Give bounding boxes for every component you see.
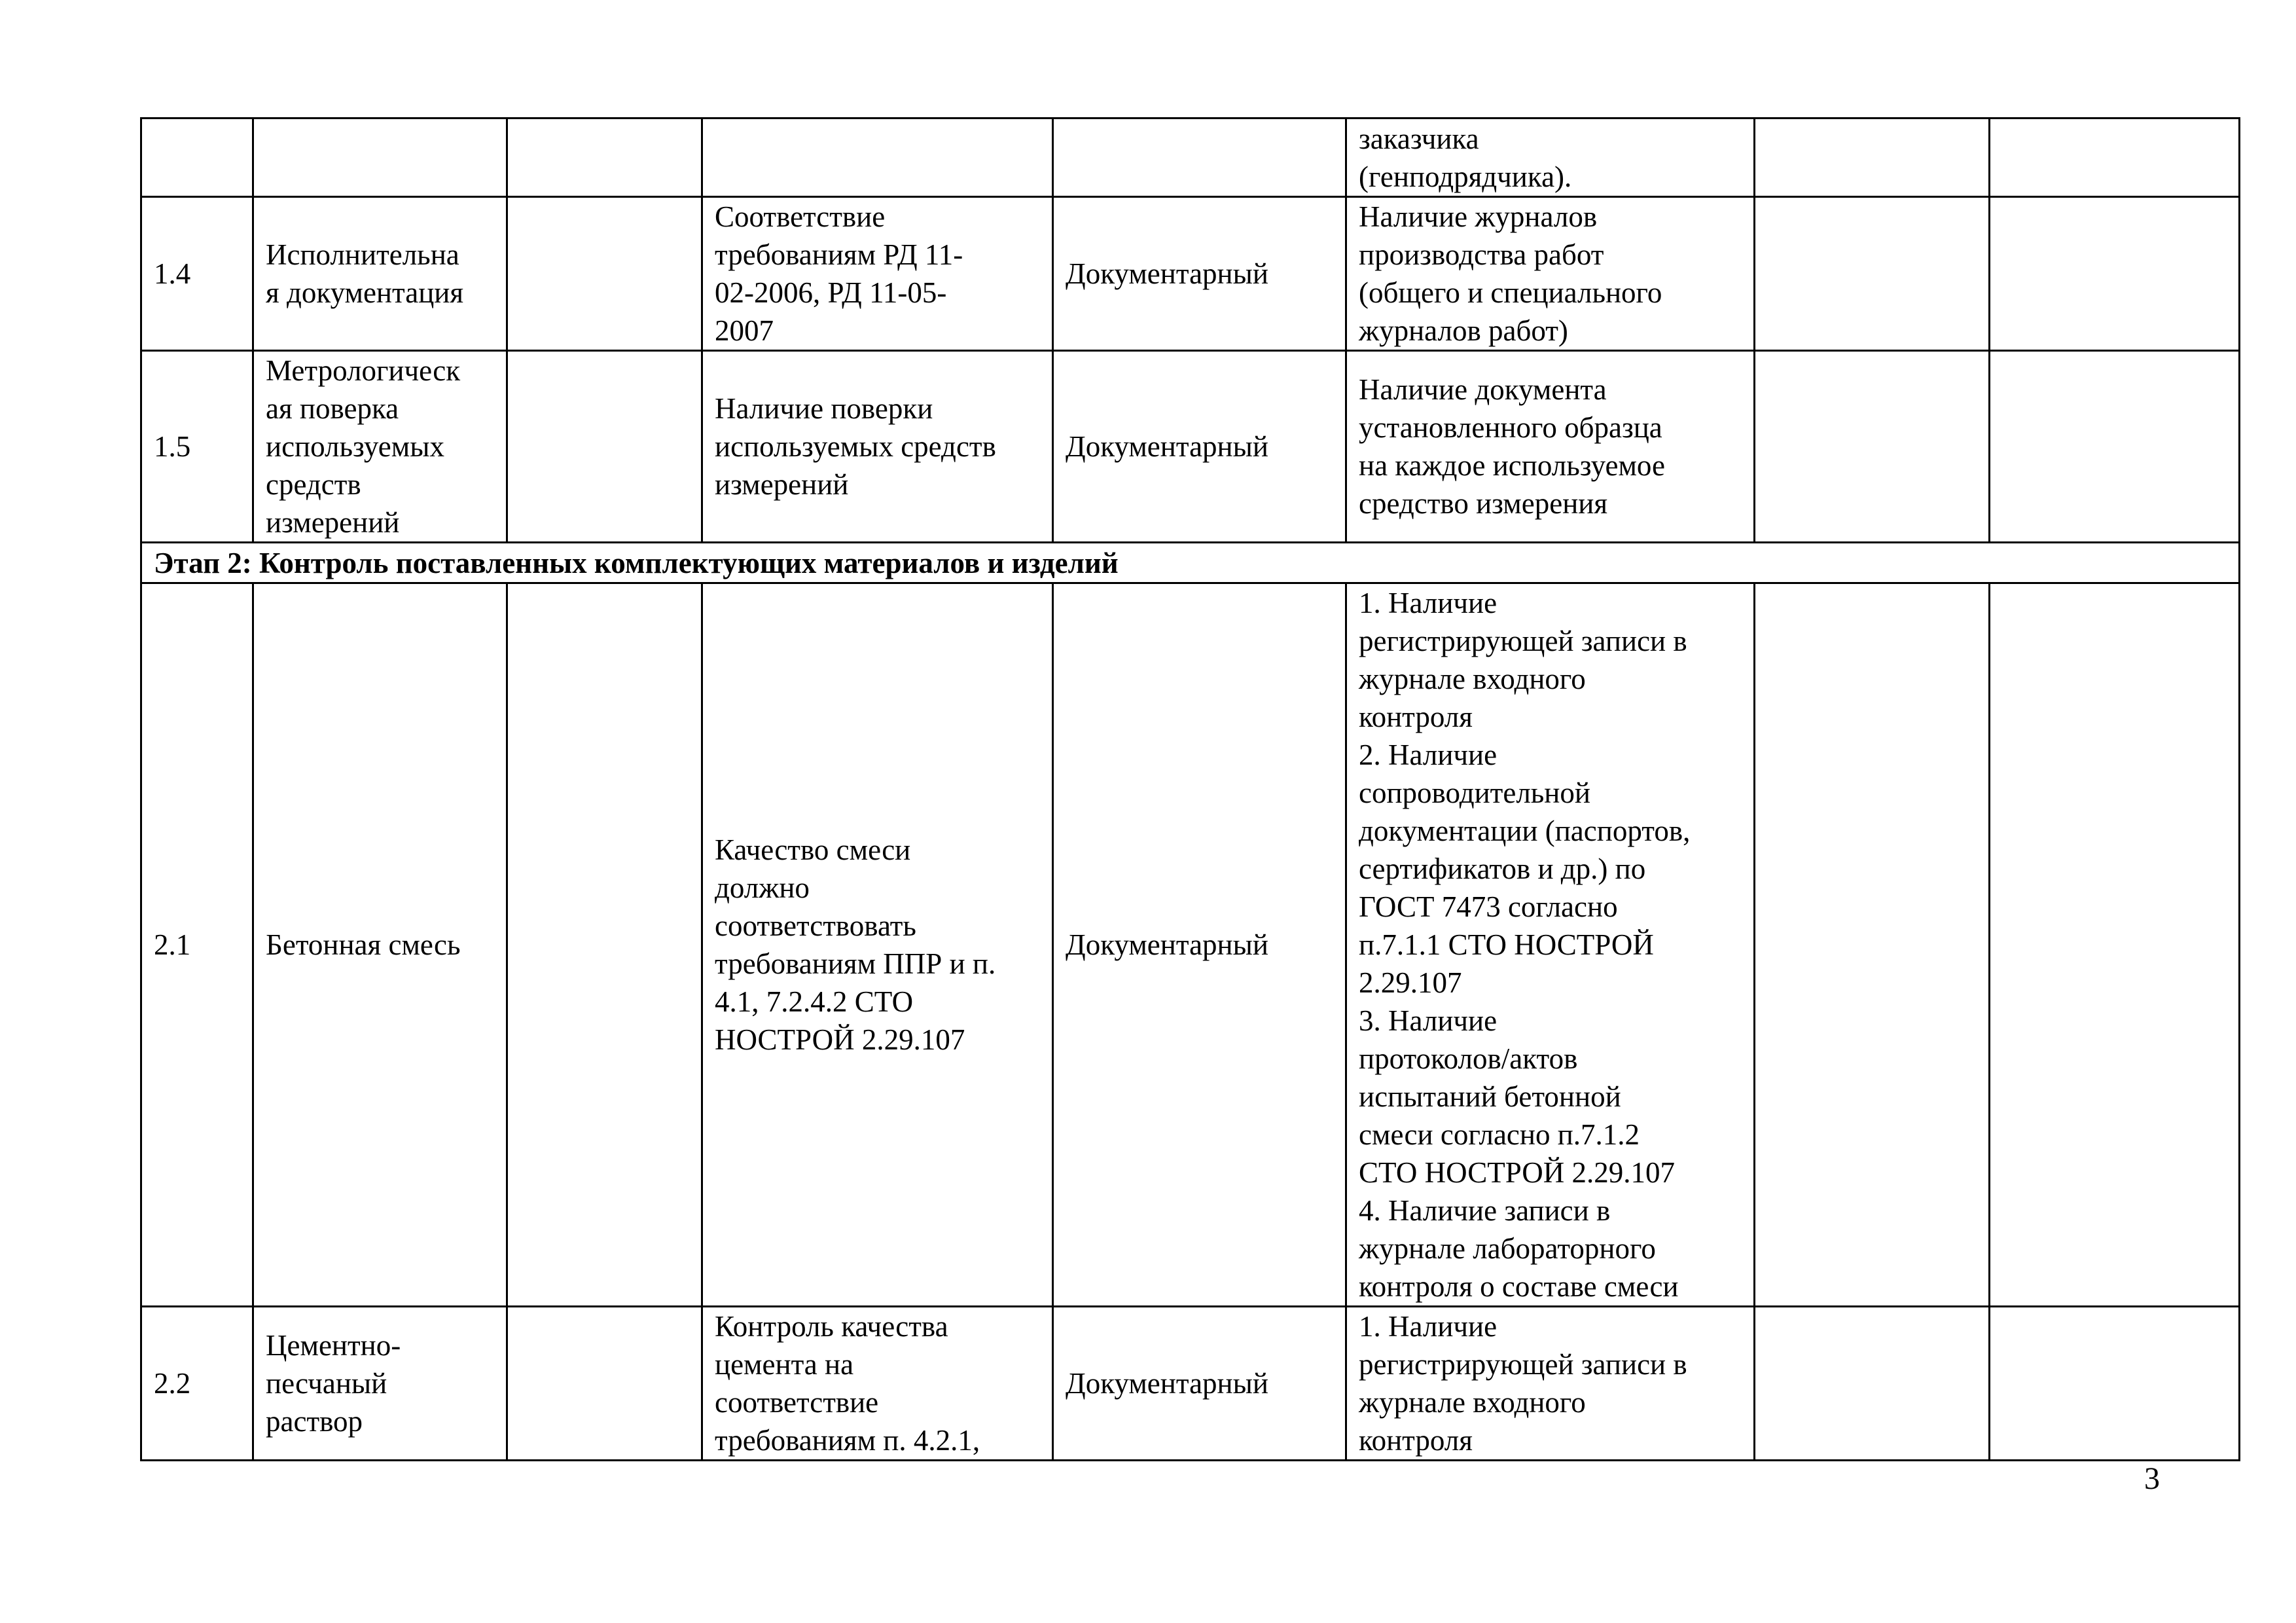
cell-empty (1990, 1307, 2240, 1461)
cell-empty (1755, 1307, 1990, 1461)
cell-requirement: Соответствие требованиям РД 11- 02-2006, РД 11-05- 2007 (702, 197, 1053, 351)
cell-method: Документарный (1053, 1307, 1346, 1461)
cell-number: 1.4 (141, 197, 253, 351)
cell-empty (1755, 583, 1990, 1307)
stage-2-heading: Этап 2: Контроль поставленных комплектующих материалов и изделий (141, 543, 2240, 583)
cell-empty (1755, 119, 1990, 197)
cell-empty (1990, 119, 2240, 197)
cell-name: Метрологическ ая поверка используемых средств измерений (253, 351, 507, 543)
cell-name: Цементно- песчаный раствор (253, 1307, 507, 1461)
table-row (141, 583, 2240, 1307)
cell-verification: Наличие документа установленного образца на каждое используемое средство измерения (1346, 351, 1755, 543)
cell-empty (507, 351, 702, 543)
cell-name (253, 119, 507, 197)
page-number: 3 (2144, 1461, 2160, 1496)
cell-verification: 1. Наличие регистрирующей записи в журнале входного контроля 2. Наличие сопроводительной документации (паспортов, сертификатов и др.) по ГОСТ 7473 согласно п.7.1.1 СТО НОСТРОЙ 2.29.107 3. Наличие протоколов/актов испытаний бетонной смеси согласно п.7.1.2 СТО НОСТРОЙ 2.29.107 4. Наличие записи в журнале лабораторного контроля о составе смеси (1346, 583, 1755, 1307)
cell-empty (1990, 197, 2240, 351)
table-row (141, 119, 2240, 197)
cell-method (1053, 119, 1346, 197)
table-row (141, 351, 2240, 543)
cell-verification: 1. Наличие регистрирующей записи в журнале входного контроля (1346, 1307, 1755, 1461)
table-row (141, 1307, 2240, 1461)
cell-name: Исполнительна я документация (253, 197, 507, 351)
cell-number (141, 119, 253, 197)
cell-name: Бетонная смесь (253, 583, 507, 1307)
cell-number: 2.2 (141, 1307, 253, 1461)
table-row (141, 197, 2240, 351)
control-table (140, 117, 2240, 1461)
cell-requirement: Качество смеси должно соответствовать требованиям ППР и п. 4.1, 7.2.4.2 СТО НОСТРОЙ 2.29.107 (702, 583, 1053, 1307)
cell-empty (507, 1307, 702, 1461)
cell-requirement: Контроль качества цемента на соответствие требованиям п. 4.2.1, (702, 1307, 1053, 1461)
cell-empty (1755, 197, 1990, 351)
cell-empty (1990, 351, 2240, 543)
cell-method: Документарный (1053, 351, 1346, 543)
cell-number: 2.1 (141, 583, 253, 1307)
cell-empty (507, 583, 702, 1307)
cell-verification: заказчика (генподрядчика). (1346, 119, 1755, 197)
cell-empty (1990, 583, 2240, 1307)
cell-empty (507, 197, 702, 351)
cell-method: Документарный (1053, 583, 1346, 1307)
cell-requirement (702, 119, 1053, 197)
cell-number: 1.5 (141, 351, 253, 543)
cell-method: Документарный (1053, 197, 1346, 351)
stage-heading-row (141, 543, 2240, 583)
cell-verification: Наличие журналов производства работ (общего и специального журналов работ) (1346, 197, 1755, 351)
cell-requirement: Наличие поверки используемых средств измерений (702, 351, 1053, 543)
cell-empty (507, 119, 702, 197)
cell-empty (1755, 351, 1990, 543)
